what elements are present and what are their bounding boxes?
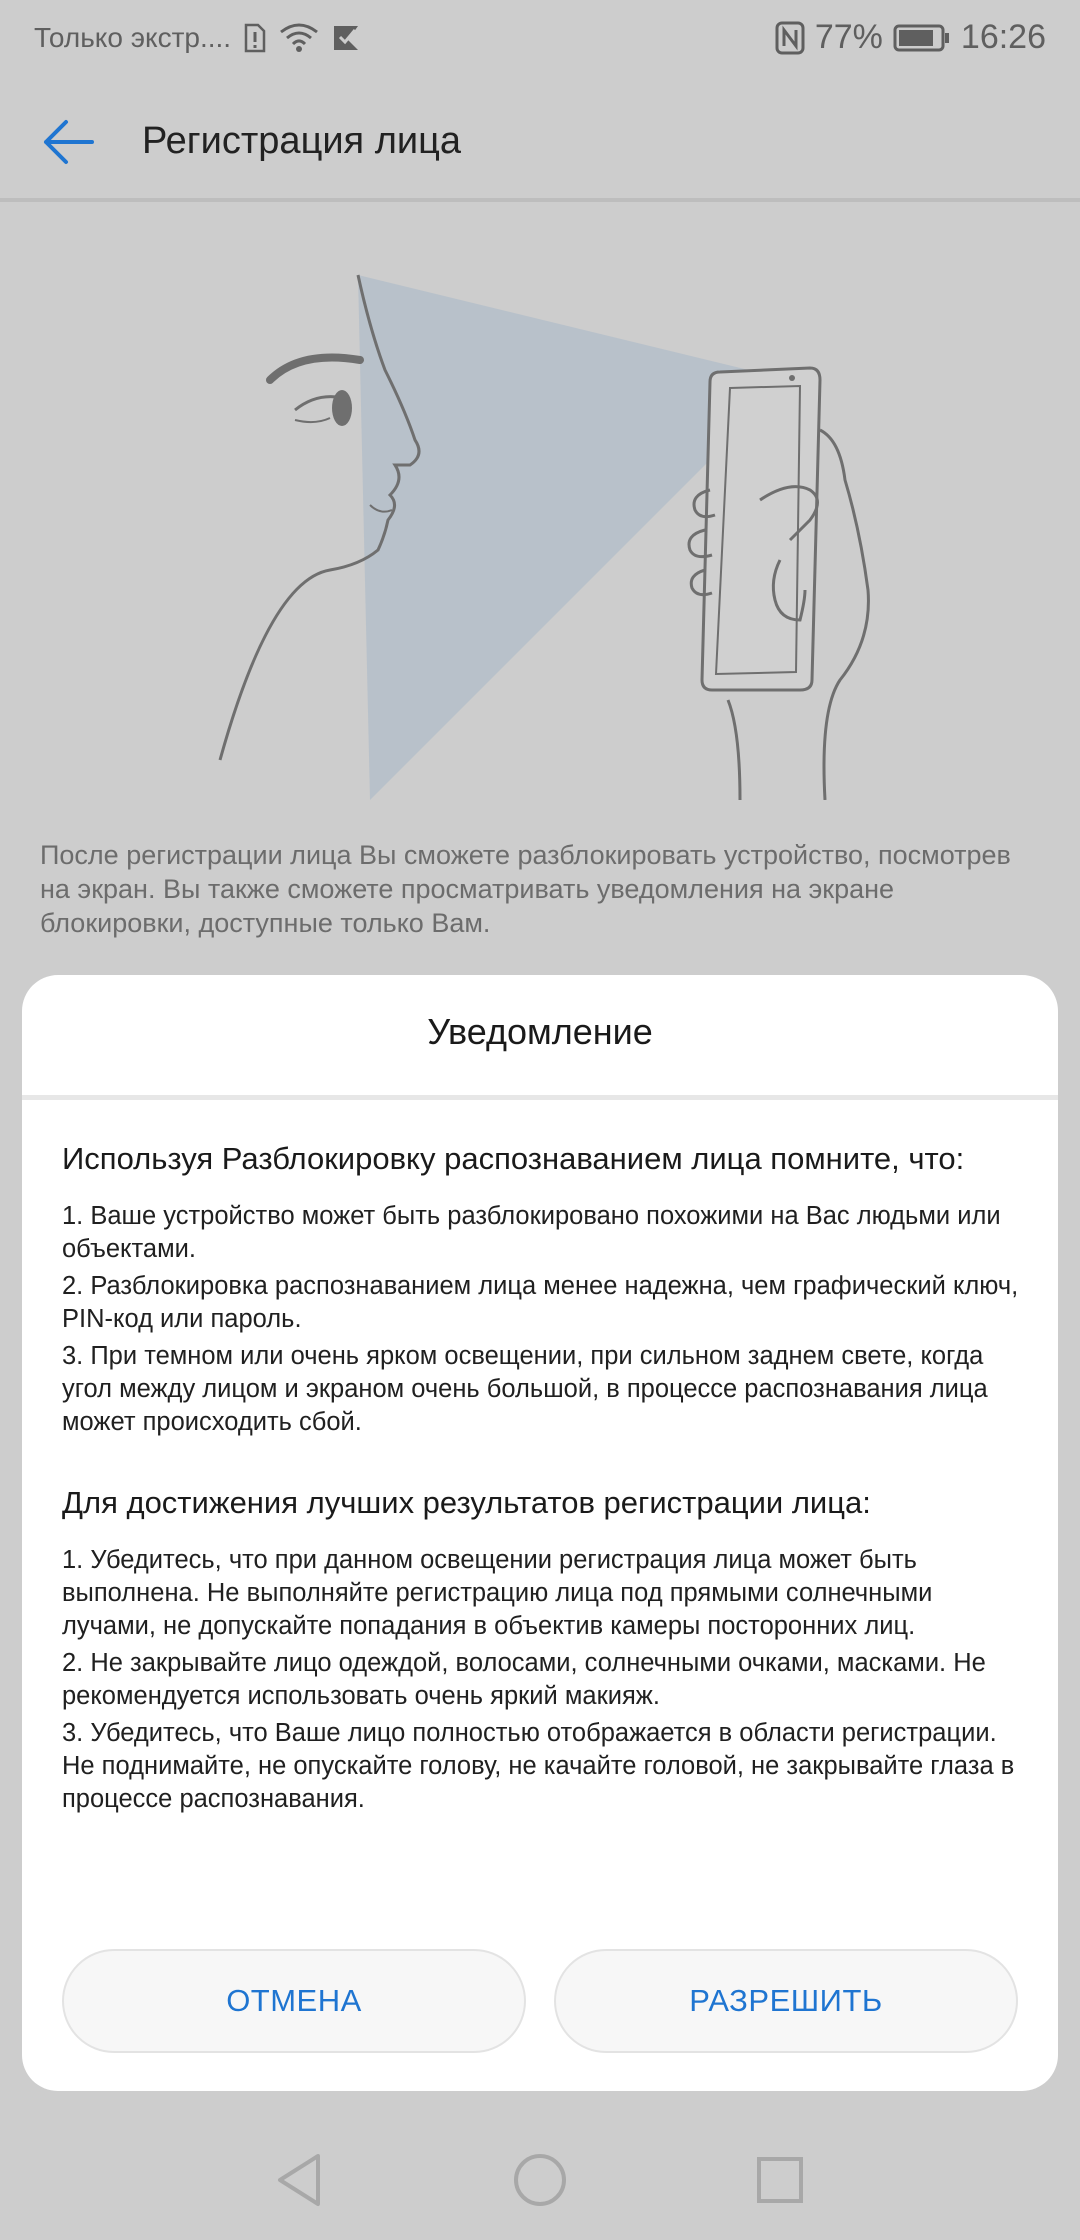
circle-home-icon	[508, 2148, 572, 2212]
dialog-title: Уведомление	[427, 1011, 653, 1052]
back-arrow-icon	[40, 112, 100, 172]
carrier-label: Только экстр....	[34, 22, 232, 53]
notification-check-icon	[331, 22, 361, 54]
section2	[62, 1483, 1022, 1816]
clock: 16:26	[960, 18, 1046, 56]
allow-button[interactable]: РАЗРЕШИТЬ	[554, 1949, 1018, 2053]
section2-item: 1. Убедитесь, что при данном освещении регистрация лица может быть выполнена. Не выполняйте регистрацию лица под прямыми солнечными лучами, не допускайте попадания в объектив камеры посторонних лиц.	[62, 1546, 933, 1640]
status-right	[775, 18, 1046, 57]
triangle-back-icon	[268, 2148, 332, 2212]
battery-icon	[893, 23, 951, 53]
face-registration-illustration	[200, 260, 880, 800]
status-bar	[0, 0, 1080, 80]
nav-recents-button[interactable]	[748, 2148, 812, 2212]
section1-item: 3. При темном или очень ярком освещении, при сильном заднем свете, когда угол между лицом и экраном очень большой, в процессе распознавания лица может происходить сбой.	[62, 1342, 988, 1436]
nfc-icon	[775, 21, 805, 55]
section2-heading: Для достижения лучших результатов регистрации лица:	[62, 1485, 871, 1520]
section1-item: 1. Ваше устройство может быть разблокировано похожими на Вас людьми или объектами.	[62, 1202, 1001, 1263]
nav-back-button[interactable]	[268, 2148, 332, 2212]
intro-paragraph: После регистрации лица Вы сможете разблокировать устройство, посмотрев на экран. Вы также сможете просматривать уведомления на экране блокировки, доступные только Вам.	[40, 840, 1011, 938]
section1-item: 2. Разблокировка распознаванием лица менее надежна, чем графический ключ, PIN-код или пароль.	[62, 1272, 1019, 1333]
section2-item: 2. Не закрывайте лицо одеждой, волосами, солнечными очками, масками. Не рекомендуется использовать очень яркий макияж.	[62, 1649, 986, 1710]
section1-heading: Используя Разблокировку распознаванием лица помните, что:	[62, 1141, 965, 1176]
navigation-bar	[0, 2120, 1080, 2240]
sim-alert-icon	[243, 22, 267, 54]
back-button[interactable]	[40, 112, 100, 172]
cancel-button[interactable]: ОТМЕНА	[62, 1949, 526, 2053]
dialog-body	[62, 1139, 1022, 1820]
square-recents-icon	[748, 2148, 812, 2212]
status-left	[34, 22, 361, 54]
notice-dialog	[22, 975, 1058, 2091]
page-title: Регистрация лица	[142, 120, 461, 162]
nav-home-button[interactable]	[508, 2148, 572, 2212]
dialog-divider	[22, 1095, 1058, 1100]
wifi-icon	[279, 22, 319, 54]
section2-item: 3. Убедитесь, что Ваше лицо полностью отображается в области регистрации. Не поднимайте, не опускайте голову, не качайте головой, не закрывайте глаза в процессе распознавания.	[62, 1719, 1015, 1813]
app-bar	[0, 80, 1080, 202]
battery-percent: 77%	[814, 18, 883, 56]
